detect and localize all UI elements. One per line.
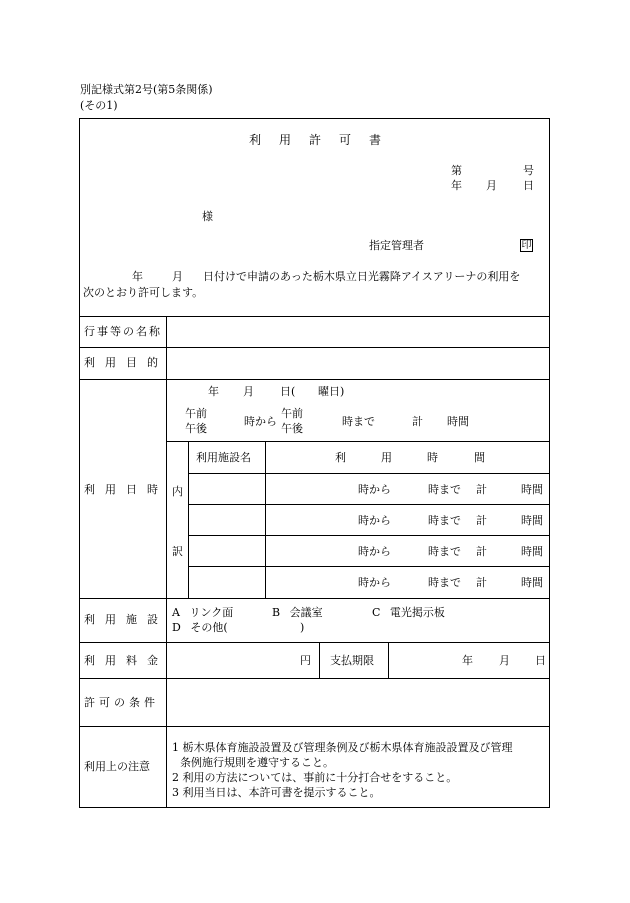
intro-line2: 次のとおり許可します。 [83,286,204,299]
fee-deadline-month: 月 [499,654,510,667]
row-total: 計 [476,576,487,589]
dt-hours: 時間 [447,415,469,428]
facility-option-d-close: ) [300,621,305,634]
doc-number-suffix: 号 [523,164,534,177]
intro-line1: 日付けで申請のあった栃木県立日光霧降アイスアリーナの利用を [203,270,521,283]
dt-total: 計 [412,415,423,428]
fee-yen: 円 [300,654,311,667]
dt-month: 月 [243,385,254,398]
row-from: 時から [358,576,391,589]
dt-weekday-close: 曜日) [318,385,345,398]
dt-day-open: 日( [280,385,296,398]
intro-month: 月 [172,270,183,283]
row-hours: 時間 [521,514,543,527]
dt-from: 時から [244,415,277,428]
seal-stamp-box: 印 [521,240,532,251]
row-total: 計 [476,514,487,527]
row-until: 時まで [428,576,461,589]
row-total: 計 [476,483,487,496]
row-until: 時まで [428,514,461,527]
row-from: 時から [358,545,391,558]
row-from: 時から [358,483,391,496]
doc-number-prefix: 第 [451,164,462,177]
label-notes: 利用上の注意 [84,760,150,773]
breakdown-label-top: 内 [172,485,183,498]
row-from: 時から [358,514,391,527]
dt-until: 時まで [342,415,375,428]
breakdown-time-header-4: 間 [474,451,485,464]
doc-date-day: 日 [523,179,534,192]
facility-option-d: D その他( [172,621,228,634]
row-until: 時まで [428,545,461,558]
addressee-suffix: 様 [202,210,213,223]
row-hours: 時間 [521,545,543,558]
facility-option-c: C 電光掲示板 [372,606,445,619]
row-hours: 時間 [521,483,543,496]
label-purpose: 利用目的 [84,356,168,369]
dt-am: 午前 [185,407,207,420]
dt-pm2: 午後 [281,422,303,435]
note-item: 1 栃木県体育施設設置及び管理条例及び栃木県体育施設設置及び管理 [172,741,513,754]
dt-year: 年 [208,385,219,398]
dt-am2: 午前 [281,407,303,420]
label-event-name: 行事等の名称 [84,325,162,338]
label-fee: 利用料金 [84,654,168,667]
breakdown-time-header-3: 時 [427,451,438,464]
doc-date-year: 年 [451,179,462,192]
label-facility: 利用施設 [84,613,168,626]
dt-pm: 午後 [185,422,207,435]
fee-deadline-label: 支払期限 [330,654,374,667]
fee-deadline-day: 日 [535,654,546,667]
note-item: 2 利用の方法については、事前に十分打合せをすること。 [172,771,458,784]
form-subreference: (その1) [80,99,118,112]
label-conditions: 許可の条件 [84,696,159,709]
row-hours: 時間 [521,576,543,589]
breakdown-facility-header: 利用施設名 [196,451,251,464]
doc-date-month: 月 [486,179,497,192]
form-reference: 別記様式第2号(第5条関係) [80,83,213,96]
facility-option-b: B 会議室 [272,606,323,619]
row-until: 時まで [428,483,461,496]
breakdown-time-header-1: 利 [335,451,346,464]
issuer-label: 指定管理者 [369,239,424,252]
row-total: 計 [476,545,487,558]
note-item: 3 利用当日は、本許可書を提示すること。 [172,786,381,799]
breakdown-label-bottom: 訳 [172,545,183,558]
document-title: 利用許可書 [248,133,399,147]
facility-option-a: A リンク面 [172,606,234,619]
note-item-continuation: 条例施行規則を遵守すること。 [180,756,334,769]
intro-year: 年 [132,270,143,283]
fee-deadline-year: 年 [462,654,473,667]
notes-list [172,740,513,800]
breakdown-time-header-2: 用 [381,451,392,464]
label-datetime: 利用日時 [84,483,168,496]
